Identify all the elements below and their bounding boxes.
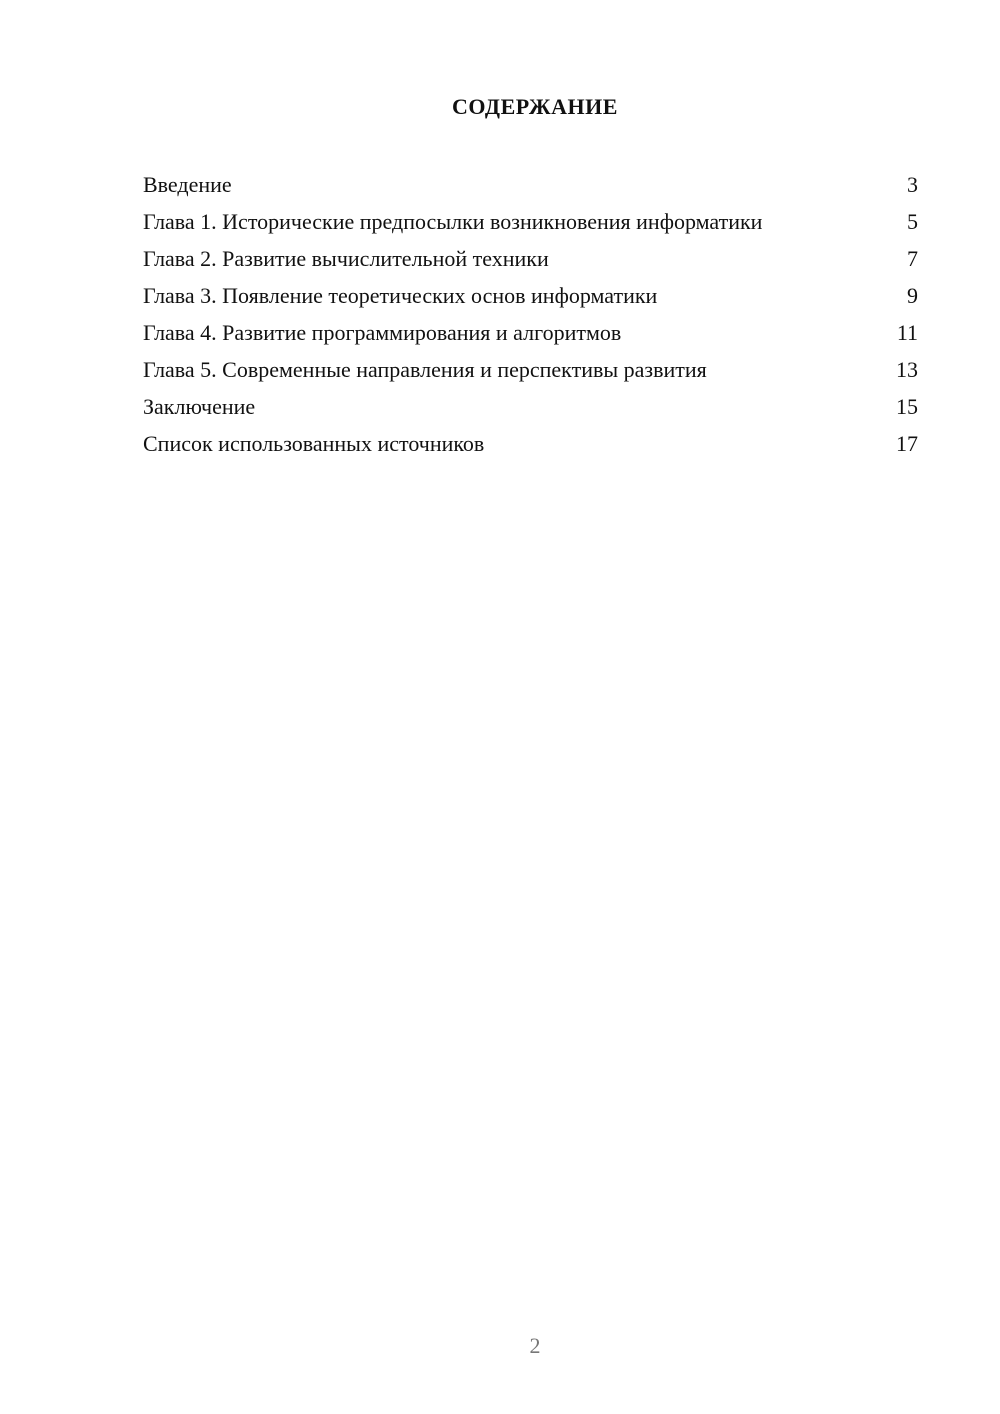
toc-entry-chapter-4	[143, 320, 918, 346]
table-of-contents	[143, 172, 918, 468]
toc-entry-page: 5	[907, 209, 918, 234]
toc-entry-page: 15	[896, 394, 918, 419]
toc-entry-chapter-2	[143, 246, 918, 272]
toc-entry-references	[143, 431, 918, 457]
page-title: СОДЕРЖАНИЕ	[452, 94, 618, 119]
toc-entry-chapter-1	[143, 209, 918, 235]
toc-entry-page: 17	[896, 431, 918, 456]
toc-entry-text: Введение	[143, 172, 232, 197]
toc-entry-text: Глава 4. Развитие программирования и алгоритмов	[143, 320, 622, 345]
toc-entry-text: Заключение	[143, 394, 256, 419]
toc-entry-chapter-5	[143, 357, 918, 383]
toc-entry-text: Список использованных источников	[143, 431, 485, 456]
toc-entry-text: Глава 2. Развитие вычислительной техники	[143, 246, 549, 271]
toc-entry-page: 3	[907, 172, 918, 197]
toc-entry-page: 13	[896, 357, 918, 382]
toc-entry-text: Глава 3. Появление теоретических основ информатики	[143, 283, 658, 308]
page-number: 2	[529, 1333, 541, 1358]
toc-entry-text: Глава 5. Современные направления и перспективы развития	[143, 357, 707, 382]
toc-entry-chapter-3	[143, 283, 918, 309]
toc-entry-text: Глава 1. Исторические предпосылки возникновения информатики	[143, 209, 763, 234]
toc-entry-page: 7	[907, 246, 918, 271]
toc-entry-introduction	[143, 172, 918, 198]
toc-entry-page: 11	[896, 320, 918, 345]
toc-entry-conclusion	[143, 394, 918, 420]
toc-entry-page: 9	[907, 283, 918, 308]
